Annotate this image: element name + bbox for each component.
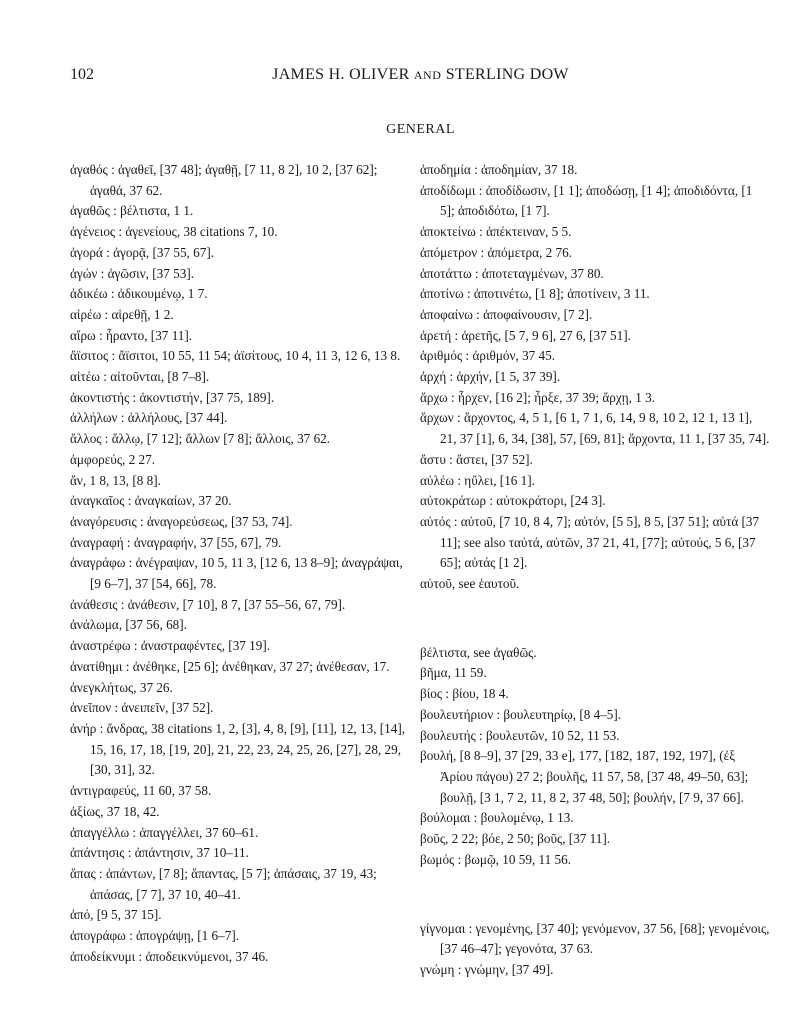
index-entry: ἀπαγγέλλω : ἀπαγγέλλει, 37 60–61. bbox=[70, 824, 259, 840]
index-entry: ἀποτίνω : ἀποτινέτω, [1 8]; ἀποτίνειν, 3 11. bbox=[420, 286, 650, 302]
index-entry: ἀπόμετρον : ἀπόμετρα, 2 76. bbox=[420, 244, 572, 260]
index-entry: ἀγορά : ἀγορᾷ, [37 55, 67]. bbox=[70, 244, 215, 260]
running-head-author-2: STERLING DOW bbox=[445, 66, 569, 83]
index-entry: βέλτιστα, see ἀγαθῶς. bbox=[420, 644, 537, 660]
index-entry: ἀπογράφω : ἀπογράψῃ, [1 6–7]. bbox=[70, 928, 240, 944]
index-entry: ἀνεῖπον : ἀνειπεῖν, [37 52]. bbox=[70, 700, 214, 716]
index-entry: ἀναγκαῖος : ἀναγκαίων, 37 20. bbox=[70, 493, 232, 509]
index-entry: ἀνατίθημι : ἀνέθηκε, [25 6]; ἀνέθηκαν, 37 27; ἀνέθεσαν, 17. bbox=[70, 658, 390, 674]
index-entry: ἀνεγκλήτως, 37 26. bbox=[70, 679, 173, 695]
index-entry: ἀδικέω : ἀδικουμένῳ, 1 7. bbox=[70, 286, 208, 302]
index-entry: ἀναγράφω : ἀνέγραψαν, 10 5, 11 3, [12 6, 13 8–9]; ἀναγράψαι, [9 6–7], 37 [54, 66], 78. bbox=[70, 555, 403, 592]
index-entry: βοῦς, 2 22; βόε, 2 50; βοῦς, [37 11]. bbox=[420, 831, 611, 847]
index-entry: ἄρχω : ἦρχεν, [16 2]; ἦρξε, 37 39; ἄρχῃ, 1 3. bbox=[420, 389, 655, 405]
index-entry: ἄλλος : ἄλλῳ, [7 12]; ἄλλων [7 8]; ἄλλοις, 37 62. bbox=[70, 431, 331, 447]
index-entry: ἀγαθός : ἀγαθεῖ, [37 48]; ἀγαθῇ, [7 11, 8 2], 10 2, [37 62]; ἀγαθά, 37 62. bbox=[70, 162, 378, 198]
index-entry: ἀπάντησις : ἀπάντησιν, 37 10–11. bbox=[70, 845, 249, 861]
index-entry: ἀνάλωμα, [37 56, 68]. bbox=[70, 617, 187, 633]
index-entry: ἄϊσιτος : ἄϊσιτοι, 10 55, 11 54; ἀϊσίτους, 10 4, 11 3, 12 6, 13 8. bbox=[70, 348, 401, 364]
running-head-and: AND bbox=[413, 68, 442, 82]
index-entry: βωμός : βωμῷ, 10 59, 11 56. bbox=[420, 851, 572, 867]
alpha-entries-continued bbox=[420, 160, 770, 595]
index-entry: ἀνήρ : ἄνδρας, 38 citations 1, 2, [3], 4, 8, [9], [11], 12, 13, [14], 15, 16, 17, 18, [19, 20], 21, 22, 23, 24, 25, 26, [27], 28, 29, [30, 31], 32. bbox=[70, 720, 406, 778]
index-entry: ἀποδημία : ἀποδημίαν, 37 18. bbox=[420, 162, 578, 177]
index-entry: ἀμφορεύς, 2 27. bbox=[70, 451, 156, 467]
index-entry: ἀπό, [9 5, 37 15]. bbox=[70, 907, 162, 923]
left-column bbox=[70, 160, 410, 967]
index-entry: ἀποφαίνω : ἀποφαίνουσιν, [7 2]. bbox=[420, 306, 593, 322]
index-entry: βῆμα, 11 59. bbox=[420, 665, 487, 681]
index-entry: ἀναγραφή : ἀναγραφήν, 37 [55, 67], 79. bbox=[70, 534, 282, 550]
index-entry: αὐλέω : ηὔλει, [16 1]. bbox=[420, 472, 535, 488]
letter-gap bbox=[420, 871, 770, 919]
letter-gap bbox=[420, 595, 770, 643]
index-entry: ἄρχων : ἄρχοντος, 4, 5 1, [6 1, 7 1, 6, 14, 9 8, 10 2, 12 1, 13 1], 21, 37 [1], 6, 34, [38], 57, [69, 81]; ἄρχοντα, 11 1, [37 35, 74]. bbox=[420, 410, 770, 447]
page-number: 102 bbox=[70, 66, 94, 83]
index-entry: ἀγένειος : ἀγενείους, 38 citations 7, 10. bbox=[70, 224, 278, 240]
index-entry: γνώμη : γνώμην, [37 49]. bbox=[420, 961, 554, 977]
index-entry: ἀκοντιστής : ἀκοντιστήν, [37 75, 189]. bbox=[70, 389, 275, 405]
gamma-entries bbox=[420, 919, 770, 981]
index-entry: ἀρετή : ἀρετῆς, [5 7, 9 6], 27 6, [37 51]. bbox=[420, 327, 631, 343]
index-entry: ἀντιγραφεύς, 11 60, 37 58. bbox=[70, 783, 212, 799]
index-entry: βουλή, [8 8–9], 37 [29, 33 e], 177, [182, 187, 192, 197], (ἐξ Ἀρίου πάγου) 27 2; βουλῆς, 11 57, 58, [37 48, 49–50, 63]; βουλῇ, [3 1, 7 2, 11, 8 2, 37 48, 50]; βουλήν, [7 9, 37 66]. bbox=[420, 748, 749, 805]
index-entry: ἀποτάττω : ἀποτεταγμένων, 37 80. bbox=[420, 265, 604, 281]
index-entry: ἀποδείκνυμι : ἀποδεικνύμενοι, 37 46. bbox=[70, 948, 269, 964]
index-entry: ἀποδίδωμι : ἀποδίδωσιν, [1 1]; ἀποδώσῃ, [1 4]; ἀποδιδόντα, [1 5]; ἀποδιδότω, [1 7]. bbox=[420, 182, 753, 219]
index-entry: αἴρω : ἦραντο, [37 11]. bbox=[70, 327, 193, 343]
index-entry: ἀνάθεσις : ἀνάθεσιν, [7 10], 8 7, [37 55–56, 67, 79]. bbox=[70, 596, 346, 612]
index-entry: ἄν, 1 8, 13, [8 8]. bbox=[70, 472, 161, 488]
index-entry: ἀναγόρευσις : ἀναγορεύσεως, [37 53, 74]. bbox=[70, 513, 293, 529]
beta-entries bbox=[420, 643, 770, 871]
running-head bbox=[0, 66, 801, 84]
right-column bbox=[420, 160, 770, 981]
index-entry: ἀρχή : ἀρχήν, [1 5, 37 39]. bbox=[420, 369, 561, 385]
index-entry: ἅπας : ἁπάντων, [7 8]; ἅπαντας, [5 7]; ἁπάσαις, 37 19, 43; ἁπάσας, [7 7], 37 10, 40–41. bbox=[70, 865, 377, 902]
section-title: GENERAL bbox=[386, 122, 455, 137]
index-entry: ἀγών : ἀγῶσιν, [37 53]. bbox=[70, 265, 195, 281]
index-entry: βίος : βίου, 18 4. bbox=[420, 686, 509, 702]
index-entry: ἀξίως, 37 18, 42. bbox=[70, 803, 160, 819]
index-entry: βουλευτής : βουλευτῶν, 10 52, 11 53. bbox=[420, 727, 620, 743]
index-entry: αὐτός : αὐτοῦ, [7 10, 8 4, 7]; αὐτόν, [5 5], 8 5, [37 51]; αὐτά [37 11]; see also ταὐτά, αὐτῶν, 37 21, 41, [77]; αὐτούς, 5 6, [37 65]; αὐτάς [1 2]. bbox=[420, 513, 760, 571]
index-entry: αὐτοκράτωρ : αὐτοκράτορι, [24 3]. bbox=[420, 493, 606, 509]
index-entry: ἀγαθῶς : βέλτιστα, 1 1. bbox=[70, 203, 194, 219]
index-entry: ἀριθμός : ἀριθμόν, 37 45. bbox=[420, 348, 556, 364]
index-entry: ἄστυ : ἄστει, [37 52]. bbox=[420, 451, 533, 467]
index-entry: αἰτέω : αἰτοῦνται, [8 7–8]. bbox=[70, 369, 210, 385]
running-head-author-1: JAMES H. OLIVER bbox=[272, 66, 410, 83]
index-entry: ἀναστρέφω : ἀναστραφέντες, [37 19]. bbox=[70, 638, 271, 654]
index-entry: ἀποκτείνω : ἀπέκτειναν, 5 5. bbox=[420, 224, 572, 240]
index-entry: βούλομαι : βουλομένῳ, 1 13. bbox=[420, 810, 574, 826]
index-entry: ἀλλήλων : ἀλλήλους, [37 44]. bbox=[70, 410, 228, 426]
index-entry: αὑτοῦ, see ἑαυτοῦ. bbox=[420, 576, 520, 592]
index-entry: γίγνομαι : γενομένης, [37 40]; γενόμενον, 37 56, [68]; γενομένοις, [37 46–47]; γεγονότα, 37 63. bbox=[420, 920, 770, 957]
index-entry: αἱρέω : αἱρεθῇ, 1 2. bbox=[70, 306, 174, 322]
index-entry: βουλευτήριον : βουλευτηρίῳ, [8 4–5]. bbox=[420, 706, 622, 722]
